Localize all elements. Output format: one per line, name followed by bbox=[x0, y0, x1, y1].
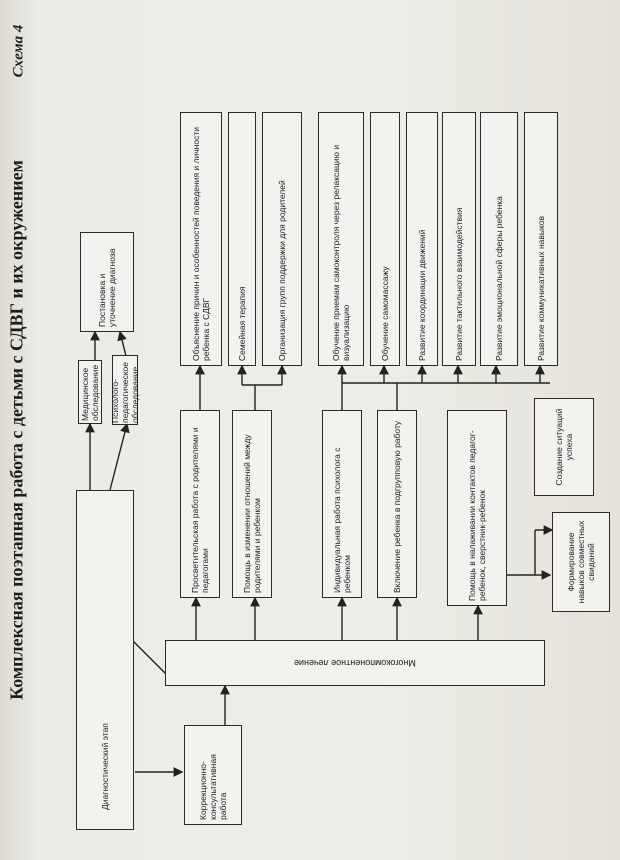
diagram-title: Комплексная поэтапная работа с детьми с СДВГ и их окружением bbox=[6, 160, 27, 700]
group-work-box bbox=[377, 410, 417, 598]
support-groups-label: Организация групп поддержки для родителей bbox=[277, 180, 287, 361]
group-work-label: Включение ребенка в подгрупповую работу bbox=[392, 420, 402, 593]
psych-ped-exam-label: Психолого-педагогическое обследование bbox=[110, 362, 140, 423]
explaining-causes-label: Объяснение причин и особенностей поведения и личности ребенка с СДВГ bbox=[191, 127, 211, 361]
diagnosis-label: Постановка и уточнение диагноза bbox=[97, 248, 117, 327]
educational-work-label: Просветительская работа с родителями и педагогами bbox=[190, 427, 210, 593]
coordination-label: Развитие координации движений bbox=[417, 229, 427, 361]
communicative-box bbox=[524, 112, 558, 366]
family-therapy-label: Семейная терапия bbox=[237, 286, 247, 361]
medical-exam-label: Медицинское обследование bbox=[80, 364, 100, 421]
scheme-label: Схема 4 bbox=[10, 24, 27, 78]
diagnostic-stage-box bbox=[76, 490, 134, 830]
psych-ped-exam-box bbox=[112, 355, 138, 425]
relations-help-label: Помощь в изменении отношений между родителями и ребенком bbox=[242, 434, 262, 593]
individual-work-label: Индивидуальная работа психолога с ребенком bbox=[332, 447, 352, 593]
self-control-box bbox=[318, 112, 364, 366]
self-massage-label: Обучение самомассажу bbox=[380, 266, 390, 361]
educational-work-box bbox=[180, 410, 220, 598]
joint-meetings-label: Формирование навыков совместных свиданий bbox=[566, 520, 596, 604]
diagram-title-area bbox=[6, 0, 28, 860]
tactile-label: Развитие тактильного взаимодействия bbox=[454, 207, 464, 361]
self-massage-box bbox=[370, 112, 400, 366]
scheme-label-area bbox=[8, 8, 30, 94]
contacts-help-label: Помощь в налаживании контактов педагог-ребенок, сверстник-ребенок bbox=[467, 430, 487, 601]
diagnostic-stage-label: Диагностический этап bbox=[100, 723, 110, 810]
medical-exam-box bbox=[78, 360, 102, 424]
emotional-label: Развитие эмоциональной сферы ребенка bbox=[494, 196, 504, 361]
self-control-label: Обучение приемам самоконтроля через релаксацию и визуализацию bbox=[331, 144, 351, 361]
relations-help-box bbox=[232, 410, 272, 598]
correction-work-label: Коррекционно-консультативная работа bbox=[198, 754, 228, 820]
correction-work-box bbox=[184, 725, 242, 825]
coordination-box bbox=[406, 112, 438, 366]
support-groups-box bbox=[262, 112, 302, 366]
success-situations-label: Создание ситуаций успеха bbox=[554, 408, 574, 486]
contacts-help-box bbox=[447, 410, 507, 606]
tactile-box bbox=[442, 112, 476, 366]
emotional-box bbox=[480, 112, 518, 366]
family-therapy-box bbox=[228, 112, 256, 366]
diagnosis-box bbox=[80, 232, 134, 332]
joint-meetings-box bbox=[552, 512, 610, 612]
individual-work-box bbox=[322, 410, 362, 598]
success-situations-box bbox=[534, 398, 594, 496]
communicative-label: Развитие коммуникативных навыков bbox=[536, 215, 546, 361]
multicomponent-treatment-box bbox=[165, 640, 545, 686]
explaining-causes-box bbox=[180, 112, 222, 366]
multicomponent-treatment-label: Многокомпонентное лечение bbox=[294, 658, 416, 668]
